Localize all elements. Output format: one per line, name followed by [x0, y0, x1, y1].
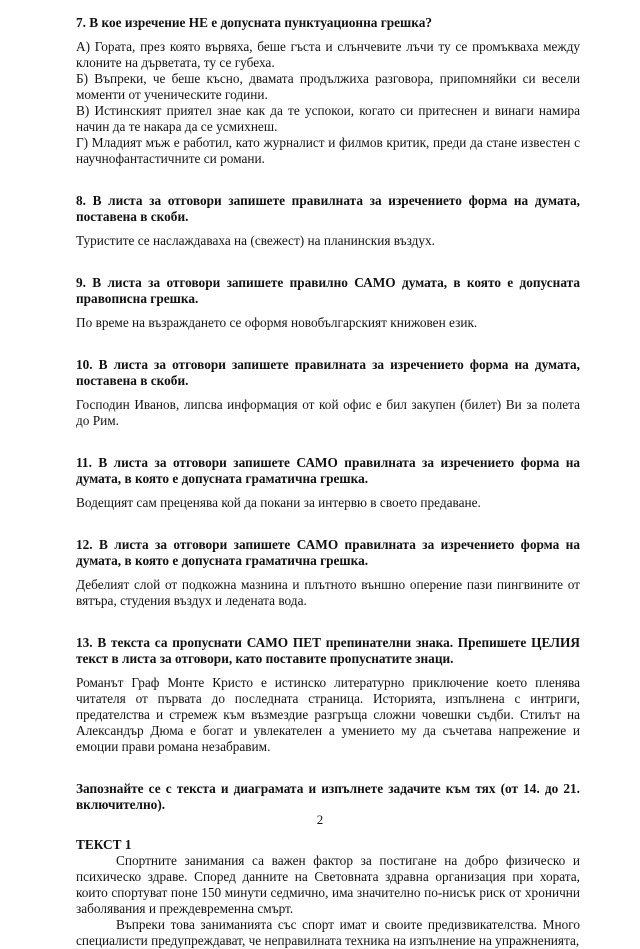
- question-9-text: По време на възраждането се оформя новобългарският книжовен език.: [76, 315, 478, 330]
- instruction-text: Запознайте се с текста и диаграмата и изпълнете задачите към тях (от 14. до 21. включително).: [76, 781, 580, 812]
- question-13: [76, 635, 580, 755]
- question-10-title: 10. В листа за отговори запишете правилната за изречението форма на думата, поставена в скоби.: [76, 357, 580, 388]
- text-1-heading: ТЕКСТ 1: [76, 837, 132, 852]
- text-1: [76, 837, 580, 949]
- page-content: [76, 15, 580, 949]
- question-7: [76, 15, 580, 167]
- question-12-text: Дебелият слой от подкожна мазнина и плътното външно оперение пази пингвините от вятъра, студения въздух и ледената вода.: [76, 577, 580, 608]
- question-12-title: 12. В листа за отговори запишете САМО правилната за изречението форма на думата, в която е допусната граматична грешка.: [76, 537, 580, 568]
- question-10-text: Господин Иванов, липсва информация от кой офис е бил закупен (билет) Ви за полета до Рим.: [76, 397, 580, 428]
- instruction-block: [76, 781, 580, 813]
- question-11-title: 11. В листа за отговори запишете САМО правилната за изречението форма на думата, в която е допусната граматична грешка.: [76, 455, 580, 486]
- question-7-title: 7. В кое изречение НЕ е допусната пунктуационна грешка?: [76, 15, 433, 30]
- question-9: [76, 275, 580, 331]
- question-12: [76, 537, 580, 609]
- text-1-paragraph-2: Въпреки това заниманията със спорт имат и своите предизвикателства. Много специалисти предупреждават, че неправилната техника на изпълнение на упражненията,: [76, 917, 580, 948]
- question-7-option-a: А) Гората, през която вървяха, беше гъста и слънчевите лъчи ту се промъкваха между клоните на дърветата, ту се губеха.: [76, 39, 580, 70]
- question-7-option-c: В) Истинският приятел знае как да те успокои, когато си притеснен и винаги намира начин да те накара да се усмихнеш.: [76, 103, 580, 134]
- question-13-text: Романът Граф Монте Кристо е истинско литературно приключение което пленява читателя от първата до последната страница. Историята, изпълнена с интриги, предателства и стремеж към възмездие разгръща сложни човешки съдби. Стилът на Александър Дюма е богат и увлекателен а умението му да съчетава напрежение и емоции прави романа незабравим.: [76, 675, 580, 754]
- text-1-paragraph-1: Спортните занимания са важен фактор за постигане на добро физическо и психическо здраве. Според данните на Световната здравна организация при хората, които спортуват поне 150 минути седмично, има значително по-нисък риск от хронични заболявания и преждевременна смърт.: [76, 853, 580, 916]
- question-11: [76, 455, 580, 511]
- question-11-text: Водещият сам преценява кой да покани за интервю в своето предаване.: [76, 495, 481, 510]
- question-10: [76, 357, 580, 429]
- question-13-title: 13. В текста са пропуснати САМО ПЕТ препинателни знака. Препишете ЦЕЛИЯ текст в листа за отговори, като поставите пропуснатите знаци.: [76, 635, 580, 666]
- question-8-text: Туристите се наслаждаваха на (свежест) на планинския въздух.: [76, 233, 436, 248]
- question-8: [76, 193, 580, 249]
- question-7-option-d: Г) Младият мъж е работил, като журналист и филмов критик, преди да стане известен с научнофантастичните си романи.: [76, 135, 580, 166]
- question-8-title: 8. В листа за отговори запишете правилната за изречението форма на думата, поставена в скоби.: [76, 193, 580, 224]
- page-number: 2: [316, 812, 324, 827]
- question-9-title: 9. В листа за отговори запишете правилно САМО думата, в която е допусната правописна грешка.: [76, 275, 580, 306]
- question-7-option-b: Б) Въпреки, че беше късно, двамата продължиха разговора, припомняйки си весели моменти от ученическите години.: [76, 71, 580, 102]
